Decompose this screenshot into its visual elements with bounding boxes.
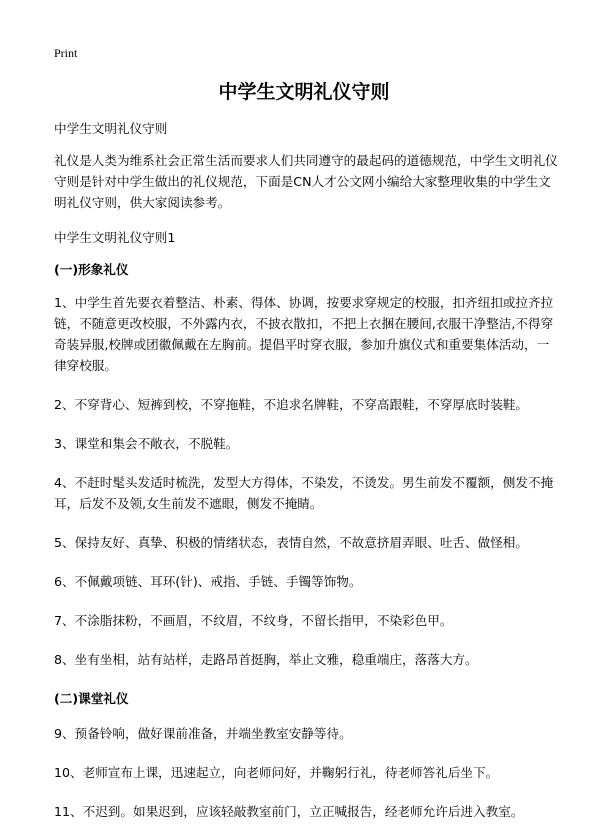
document-title: 中学生文明礼仪守则 (218, 81, 390, 103)
rule-item: 6、不佩戴项链、耳环(针)、戒指、手链、手镯等饰物。 (54, 574, 362, 589)
intro-paragraph: 礼仪是人类为维系社会正常生活而要求人们共同遵守的最起码的道德规范，中学生文明礼仪守则是针对中学生做出的礼仪规范，下面是CN人才公文网小编给大家整理收集的中学生文明礼仪守则，供大家阅读参考。 (54, 153, 558, 210)
rule-item: 1、中学生首先要衣着整洁、朴素、得体、协调，按要求穿规定的校服，扣齐纽扣或拉齐拉链，不随意更改校服，不外露内衣，不披衣散扣，不把上衣捆在腰间,衣服干净整洁,不得穿奇装异服,校牌或团徽佩戴在左胸前。提倡平时穿衣服，参加升旗仪式和重要集体活动，一律穿校服。 (54, 295, 554, 373)
document-subtitle: 中学生文明礼仪守则 (54, 121, 168, 136)
rule-item: 7、不涂脂抹粉，不画眉，不纹眉，不纹身，不留长指甲，不染彩色甲。 (54, 613, 453, 628)
part-label: 中学生文明礼仪守则1 (54, 230, 176, 245)
rule-item: 4、不赶时髦头发适时梳洗，发型大方得体，不染发，不烫发。男生前发不覆额，侧发不掩耳，后发不及领,女生前发不遮眼，侧发不掩睛。 (54, 475, 554, 511)
rule-item: 2、不穿背心、短裤到校，不穿拖鞋，不追求名牌鞋，不穿高跟鞋，不穿厚底时装鞋。 (54, 397, 528, 412)
print-label: Print (54, 46, 78, 60)
rule-item: 3、课堂和集会不敞衣，不脱鞋。 (54, 436, 239, 451)
section-heading-classroom: (二)课堂礼仪 (54, 691, 129, 706)
rule-item: 5、保持友好、真挚、积极的情绪状态，表情自然，不故意挤眉弄眼、吐舌、做怪相。 (54, 535, 528, 550)
section-heading-appearance: (一)形象礼仪 (54, 262, 129, 277)
rule-item: 10、老师宣布上课，迅速起立，向老师问好，并鞠躬行礼，待老师答礼后坐下。 (54, 765, 499, 780)
rule-item: 11、不迟到。如果迟到，应该轻敲教室前门，立正喊报告，经老师允许后进入教室。 (54, 804, 524, 819)
rule-item: 9、预备铃响，做好课前准备，并端坐教室安静等待。 (54, 726, 352, 741)
rule-item: 8、坐有坐相，站有站样，走路昂首挺胸，举止文雅，稳重端庄，落落大方。 (54, 652, 478, 667)
